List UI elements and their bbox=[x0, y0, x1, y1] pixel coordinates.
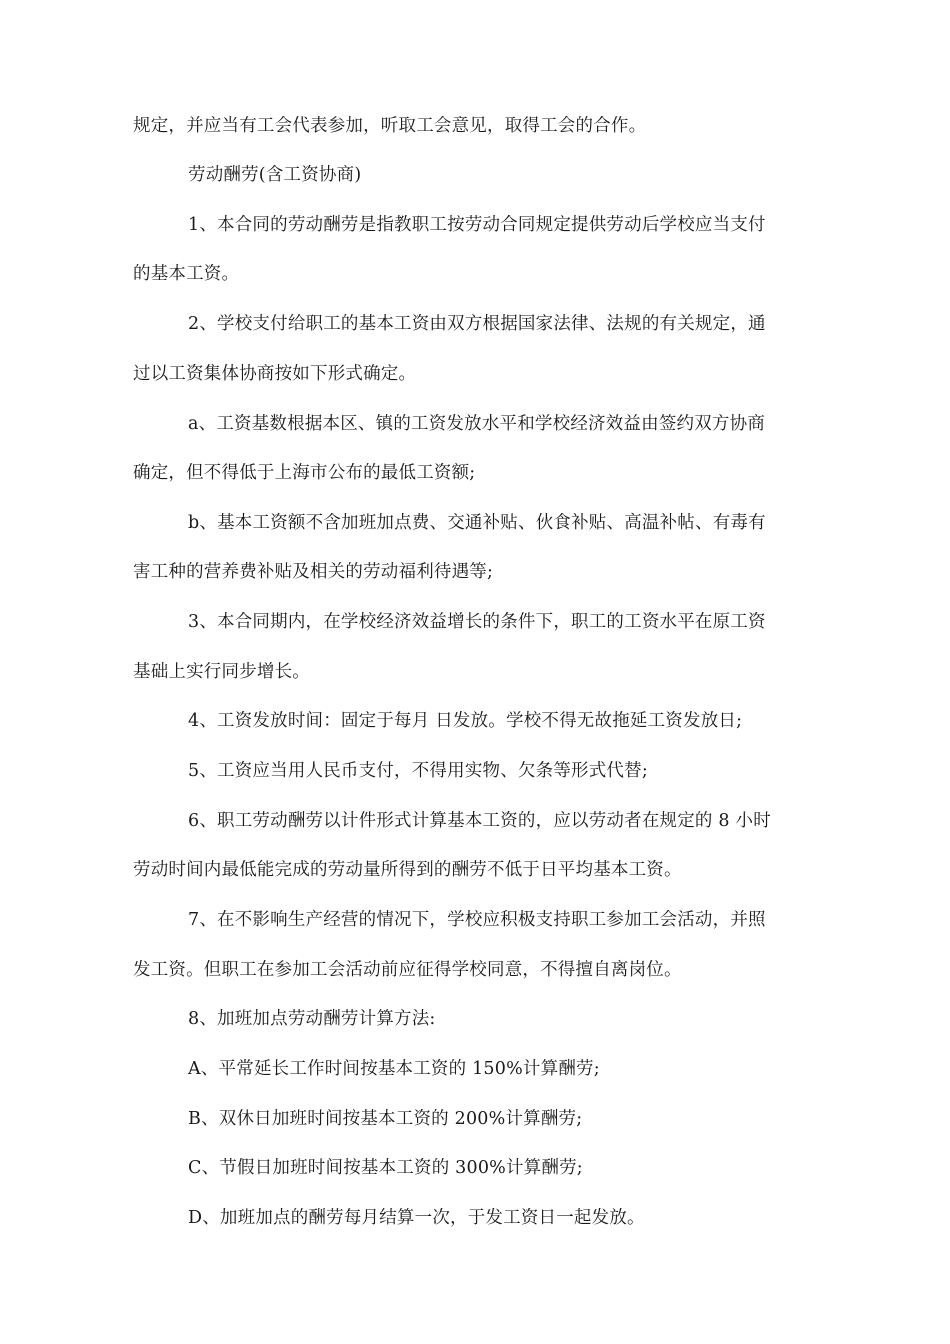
text-line: 的基本工资。 bbox=[133, 264, 240, 284]
text-line: A、平常延长工作时间按基本工资的 150%计算酬劳; bbox=[188, 1059, 600, 1079]
text-line: 1、本合同的劳动酬劳是指教职工按劳动合同规定提供劳动后学校应当支付 bbox=[188, 215, 766, 235]
text-line: 2、学校支付给职工的基本工资由双方根据国家法律、法规的有关规定，通 bbox=[188, 314, 766, 334]
text-line: b、基本工资额不含加班加点费、交通补贴、伙食补贴、高温补帖、有毒有 bbox=[188, 513, 766, 533]
text-line: 发工资。但职工在参加工会活动前应征得学校同意，不得擅自离岗位。 bbox=[133, 960, 682, 980]
text-line: 确定，但不得低于上海市公布的最低工资额; bbox=[133, 463, 476, 483]
text-line: 3、本合同期内，在学校经济效益增长的条件下，职工的工资水平在原工资 bbox=[188, 612, 766, 632]
text-line: a、工资基数根据本区、镇的工资发放水平和学校经济效益由签约双方协商 bbox=[188, 414, 766, 434]
text-line: 5、工资应当用人民币支付，不得用实物、欠条等形式代替; bbox=[188, 761, 648, 781]
text-line: 4、工资发放时间：固定于每月 日发放。学校不得无故拖延工资发放日; bbox=[188, 711, 743, 731]
section-heading: 劳动酬劳(含工资协商) bbox=[188, 165, 362, 185]
text-line: D、加班加点的酬劳每月结算一次，于发工资日一起发放。 bbox=[188, 1208, 645, 1228]
text-line: 规定，并应当有工会代表参加，听取工会意见，取得工会的合作。 bbox=[133, 116, 647, 136]
text-line: 基础上实行同步增长。 bbox=[133, 662, 310, 682]
text-line: 害工种的营养费补贴及相关的劳动福利待遇等; bbox=[133, 562, 494, 582]
text-line: C、节假日加班时间按基本工资的 300%计算酬劳; bbox=[188, 1158, 583, 1178]
text-line: 8、加班加点劳动酬劳计算方法: bbox=[188, 1009, 436, 1029]
text-line: 过以工资集体协商按如下形式确定。 bbox=[133, 364, 417, 384]
text-line: 6、职工劳动酬劳以计件形式计算基本工资的，应以劳动者在规定的 8 小时 bbox=[188, 811, 771, 831]
text-line: 7、在不影响生产经营的情况下，学校应积极支持职工参加工会活动，并照 bbox=[188, 910, 766, 930]
text-line: 劳动时间内最低能完成的劳动量所得到的酬劳不低于日平均基本工资。 bbox=[133, 860, 682, 880]
text-line: B、双休日加班时间按基本工资的 200%计算酬劳; bbox=[188, 1109, 583, 1129]
